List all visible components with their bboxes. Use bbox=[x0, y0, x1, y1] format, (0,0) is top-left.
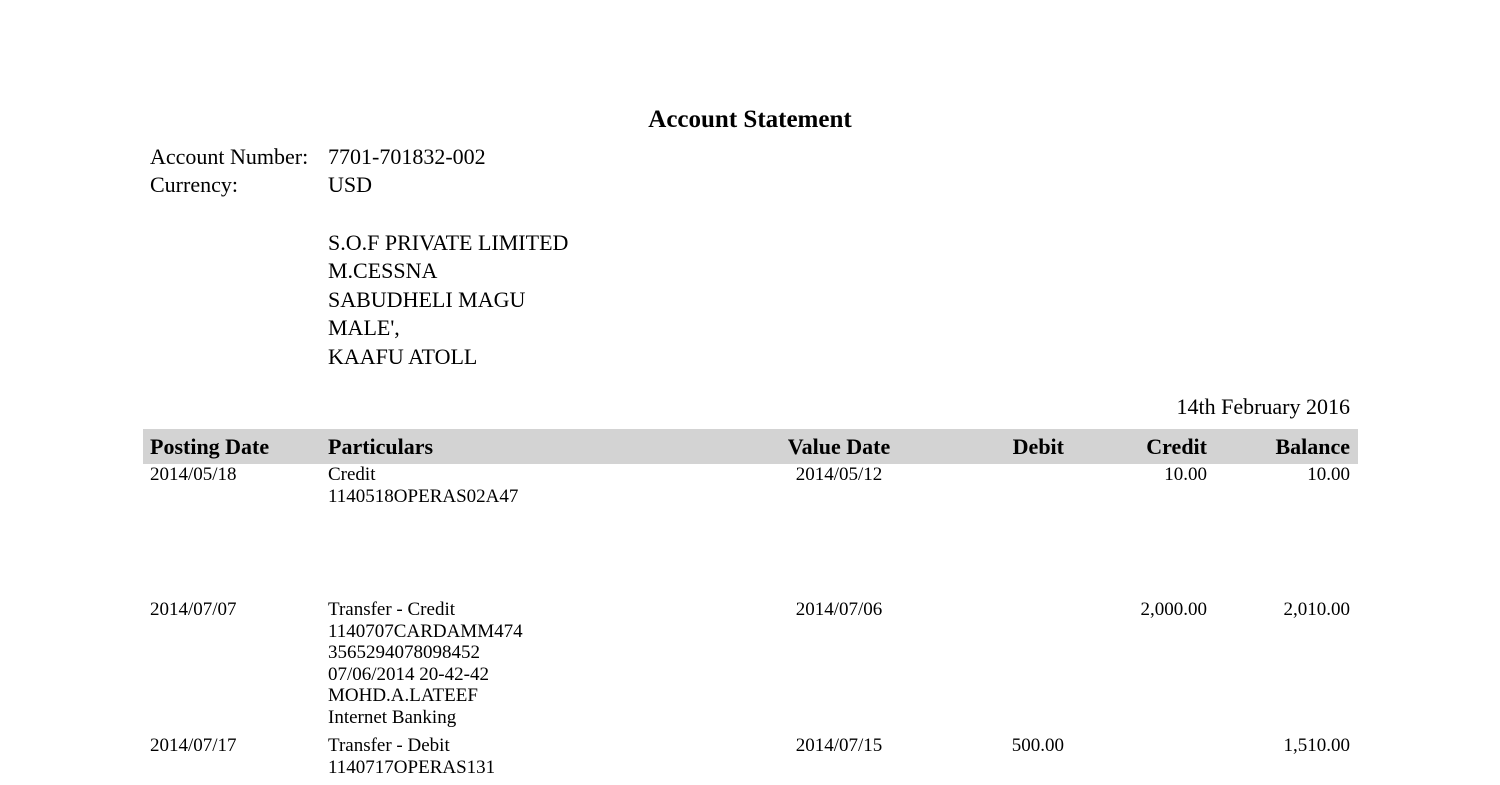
statement-title: Account Statement bbox=[648, 106, 852, 133]
particulars-line: 07/06/2014 20-42-42 bbox=[328, 663, 489, 685]
header-posting-date: Posting Date bbox=[150, 434, 270, 459]
particulars-line: Credit bbox=[328, 464, 376, 485]
balance-cell: 10.00 bbox=[1307, 464, 1350, 485]
value-date-cell: 2014/07/06 bbox=[795, 599, 883, 620]
header-balance: Balance bbox=[1275, 434, 1350, 459]
value-date-cell: 2014/05/12 bbox=[795, 464, 883, 485]
value-date-cell: 2014/07/15 bbox=[795, 735, 883, 756]
particulars-cell bbox=[328, 464, 518, 507]
posting-date-cell: 2014/07/07 bbox=[150, 599, 237, 620]
particulars-line: MOHD.A.LATEEF bbox=[328, 685, 478, 706]
particulars-line: Transfer - Credit bbox=[328, 599, 455, 620]
balance-cell: 2,010.00 bbox=[1283, 599, 1350, 620]
table-header-row bbox=[143, 429, 1358, 464]
currency-value: USD bbox=[328, 172, 373, 197]
particulars-line: Transfer - Debit bbox=[328, 735, 450, 756]
statement-date: 14th February 2016 bbox=[1176, 394, 1350, 419]
currency-label: Currency: bbox=[150, 172, 238, 197]
particulars-line: 1140707CARDAMM474 bbox=[328, 620, 523, 642]
header-value-date: Value Date bbox=[787, 434, 891, 459]
credit-cell: 2,000.00 bbox=[1140, 599, 1207, 620]
particulars-cell bbox=[328, 599, 523, 728]
header-particulars: Particulars bbox=[328, 434, 434, 459]
particulars-line: 3565294078098452 bbox=[328, 642, 480, 663]
credit-cell: 10.00 bbox=[1164, 464, 1207, 485]
address-line: M.CESSNA bbox=[328, 258, 438, 283]
address-line: SABUDHELI MAGU bbox=[328, 287, 526, 312]
header-debit: Debit bbox=[1012, 434, 1064, 459]
balance-cell: 1,510.00 bbox=[1283, 735, 1350, 756]
particulars-line: 1140518OPERAS02A47 bbox=[328, 485, 519, 507]
address-line: KAAFU ATOLL bbox=[328, 344, 478, 369]
particulars-line: Internet Banking bbox=[328, 706, 457, 728]
address-line: MALE', bbox=[328, 315, 400, 340]
account-number-label: Account Number: bbox=[150, 144, 309, 169]
account-number-value: 7701-701832-002 bbox=[328, 144, 486, 169]
posting-date-cell: 2014/05/18 bbox=[150, 464, 237, 485]
address-line: S.O.F PRIVATE LIMITED bbox=[328, 230, 569, 255]
particulars-cell bbox=[328, 735, 495, 778]
debit-cell: 500.00 bbox=[1011, 735, 1064, 756]
posting-date-cell: 2014/07/17 bbox=[150, 735, 237, 756]
header-credit: Credit bbox=[1146, 434, 1207, 459]
particulars-line: 1140717OPERAS131 bbox=[328, 756, 496, 778]
